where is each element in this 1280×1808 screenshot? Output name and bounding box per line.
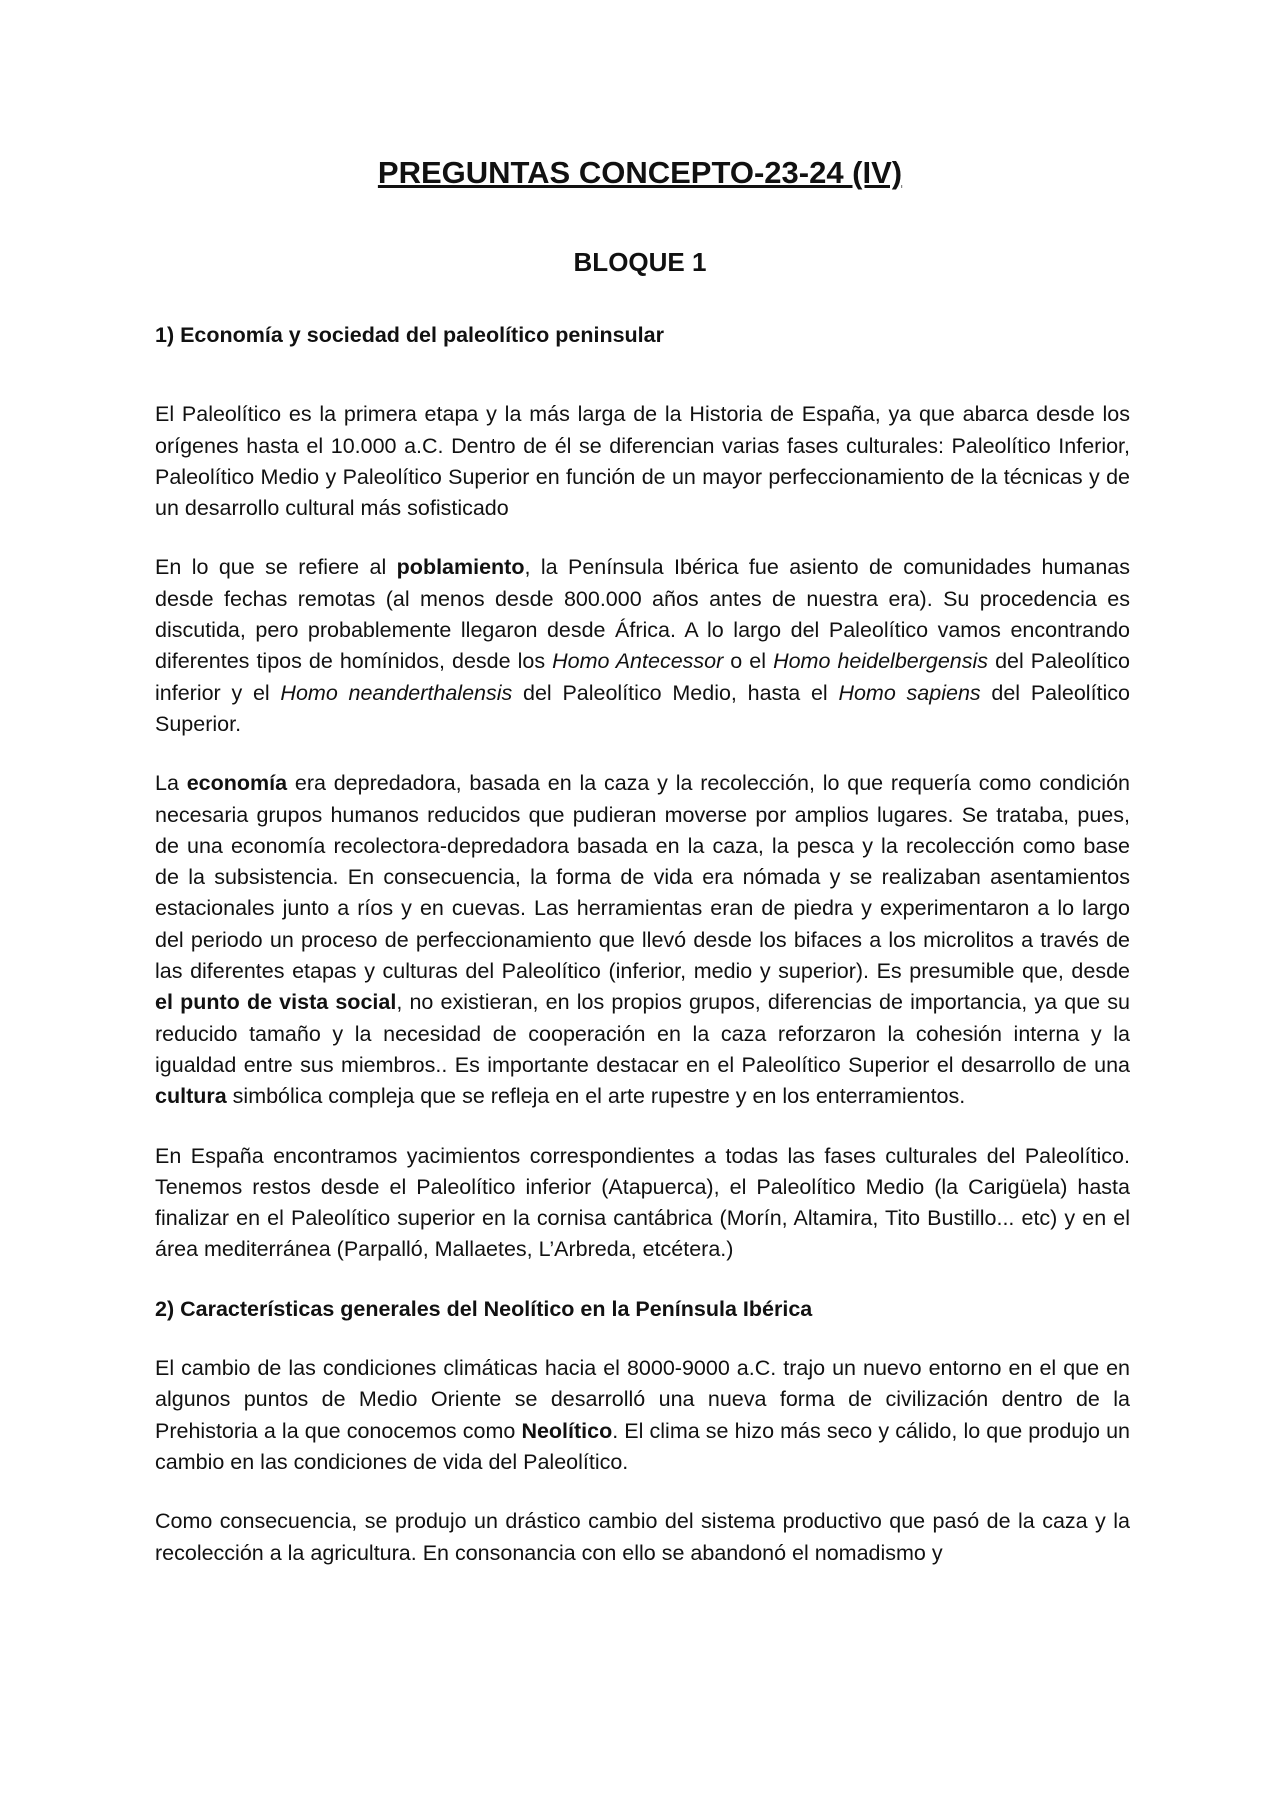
term-homo-sapiens: Homo sapiens [838,680,981,705]
term-economia: economía [186,771,288,796]
term-neolitico: Neolítico [521,1418,613,1443]
section-1-paragraph-4: En España encontramos yacimientos correspondientes a todas las fases culturales del Paleolítico. Tenemos restos desde el Paleolítico inferior (Atapuerca), el Paleolítico Medio (la Carigüela) hasta finalizar en el Paleolítico superior en la cornisa cantábrica (Morín, Altamira, Tito Bustillo... etc) y en el área mediterránea (Parpalló, Mallaetes, L’Arbreda, etcétera.) [155,1143,1130,1262]
term-cultura: cultura [155,1084,227,1109]
document-title: PREGUNTAS CONCEPTO-23-24 (IV) [377,155,903,190]
section-1-paragraph-1: El Paleolítico es la primera etapa y la más larga de la Historia de España, ya que abarca desde los orígenes hasta el 10.000 a.C. Dentro de él se diferencian varias fases culturales: Paleolítico Inferior, Paleolítico Medio y Paleolítico Superior en función de un mayor perfeccionamiento de la técnicas y de un desarrollo cultural más sofisticado [155,402,1130,521]
block-heading: BLOQUE 1 [573,247,707,277]
section-2-paragraph-1: El cambio de las condiciones climáticas hacia el 8000-9000 a.C. trajo un nuevo entorno en el que en algunos puntos de Medio Oriente se desarrolló una nueva forma de civilización dentro de la Prehistoria a la que conocemos como Neolítico. El clima se hizo más seco y cálido, lo que produjo un cambio en las condiciones de vida del Paleolítico. [155,1356,1130,1474]
document-body [155,320,1130,1569]
section-1-paragraph-3: La economía era depredadora, basada en la caza y la recolección, lo que requería como condición necesaria grupos humanos reducidos que pudieran moverse por amplios lugares. Se trataba, pues, de una economía recolectora-depredadora basada en la caza, la pesca y la recolección como base de la subsistencia. En consecuencia, la forma de vida era nómada y se realizaban asentamientos estacionales junto a ríos y en cuevas. Las herramientas eran de piedra y experimentaron a lo largo del periodo un proceso de perfeccionamiento que llevó desde los bifaces a los microlitos a través de las diferentes etapas y culturas del Paleolítico (inferior, medio y superior). Es presumible que, desde el punto de vista social, no existieran, en los propios grupos, diferencias de importancia, ya que su reducido tamaño y la necesidad de cooperación en la caza reforzaron la cohesión interna y la igualdad entre sus miembros.. Es importante destacar en el Paleolítico Superior el desarrollo de una cultura simbólica compleja que se refleja en el arte rupestre y en los enterramientos. [155,771,1130,1109]
term-punto-de-vista-social: el punto de vista social [155,990,397,1015]
section-1-heading: 1) Economía y sociedad del paleolítico peninsular [155,323,664,347]
section-1-paragraph-2: En lo que se refiere al poblamiento, la Península Ibérica fue asiento de comunidades humanas desde fechas remotas (al menos desde 800.000 años antes de nuestra era). Su procedencia es discutida, pero probablemente llegaron desde África. A lo largo del Paleolítico vamos encontrando diferentes tipos de homínidos, desde los Homo Antecessor o el Homo heidelbergensis del Paleolítico inferior y el Homo neanderthalensis del Paleolítico Medio, hasta el Homo sapiens del Paleolítico Superior. [155,555,1131,736]
section-2-paragraph-2: Como consecuencia, se produjo un drástico cambio del sistema productivo que pasó de la caza y la recolección a la agricultura. En consonancia con ello se abandonó el nomadismo y [155,1509,1130,1565]
term-homo-heidelbergensis: Homo heidelbergensis [773,649,989,674]
section-2-heading: 2) Características generales del Neolítico en la Península Ibérica [155,1296,813,1321]
term-homo-neanderthalensis: Homo neanderthalensis [280,680,513,705]
term-poblamiento: poblamiento [396,555,525,580]
term-homo-antecessor: Homo Antecessor [552,649,724,674]
